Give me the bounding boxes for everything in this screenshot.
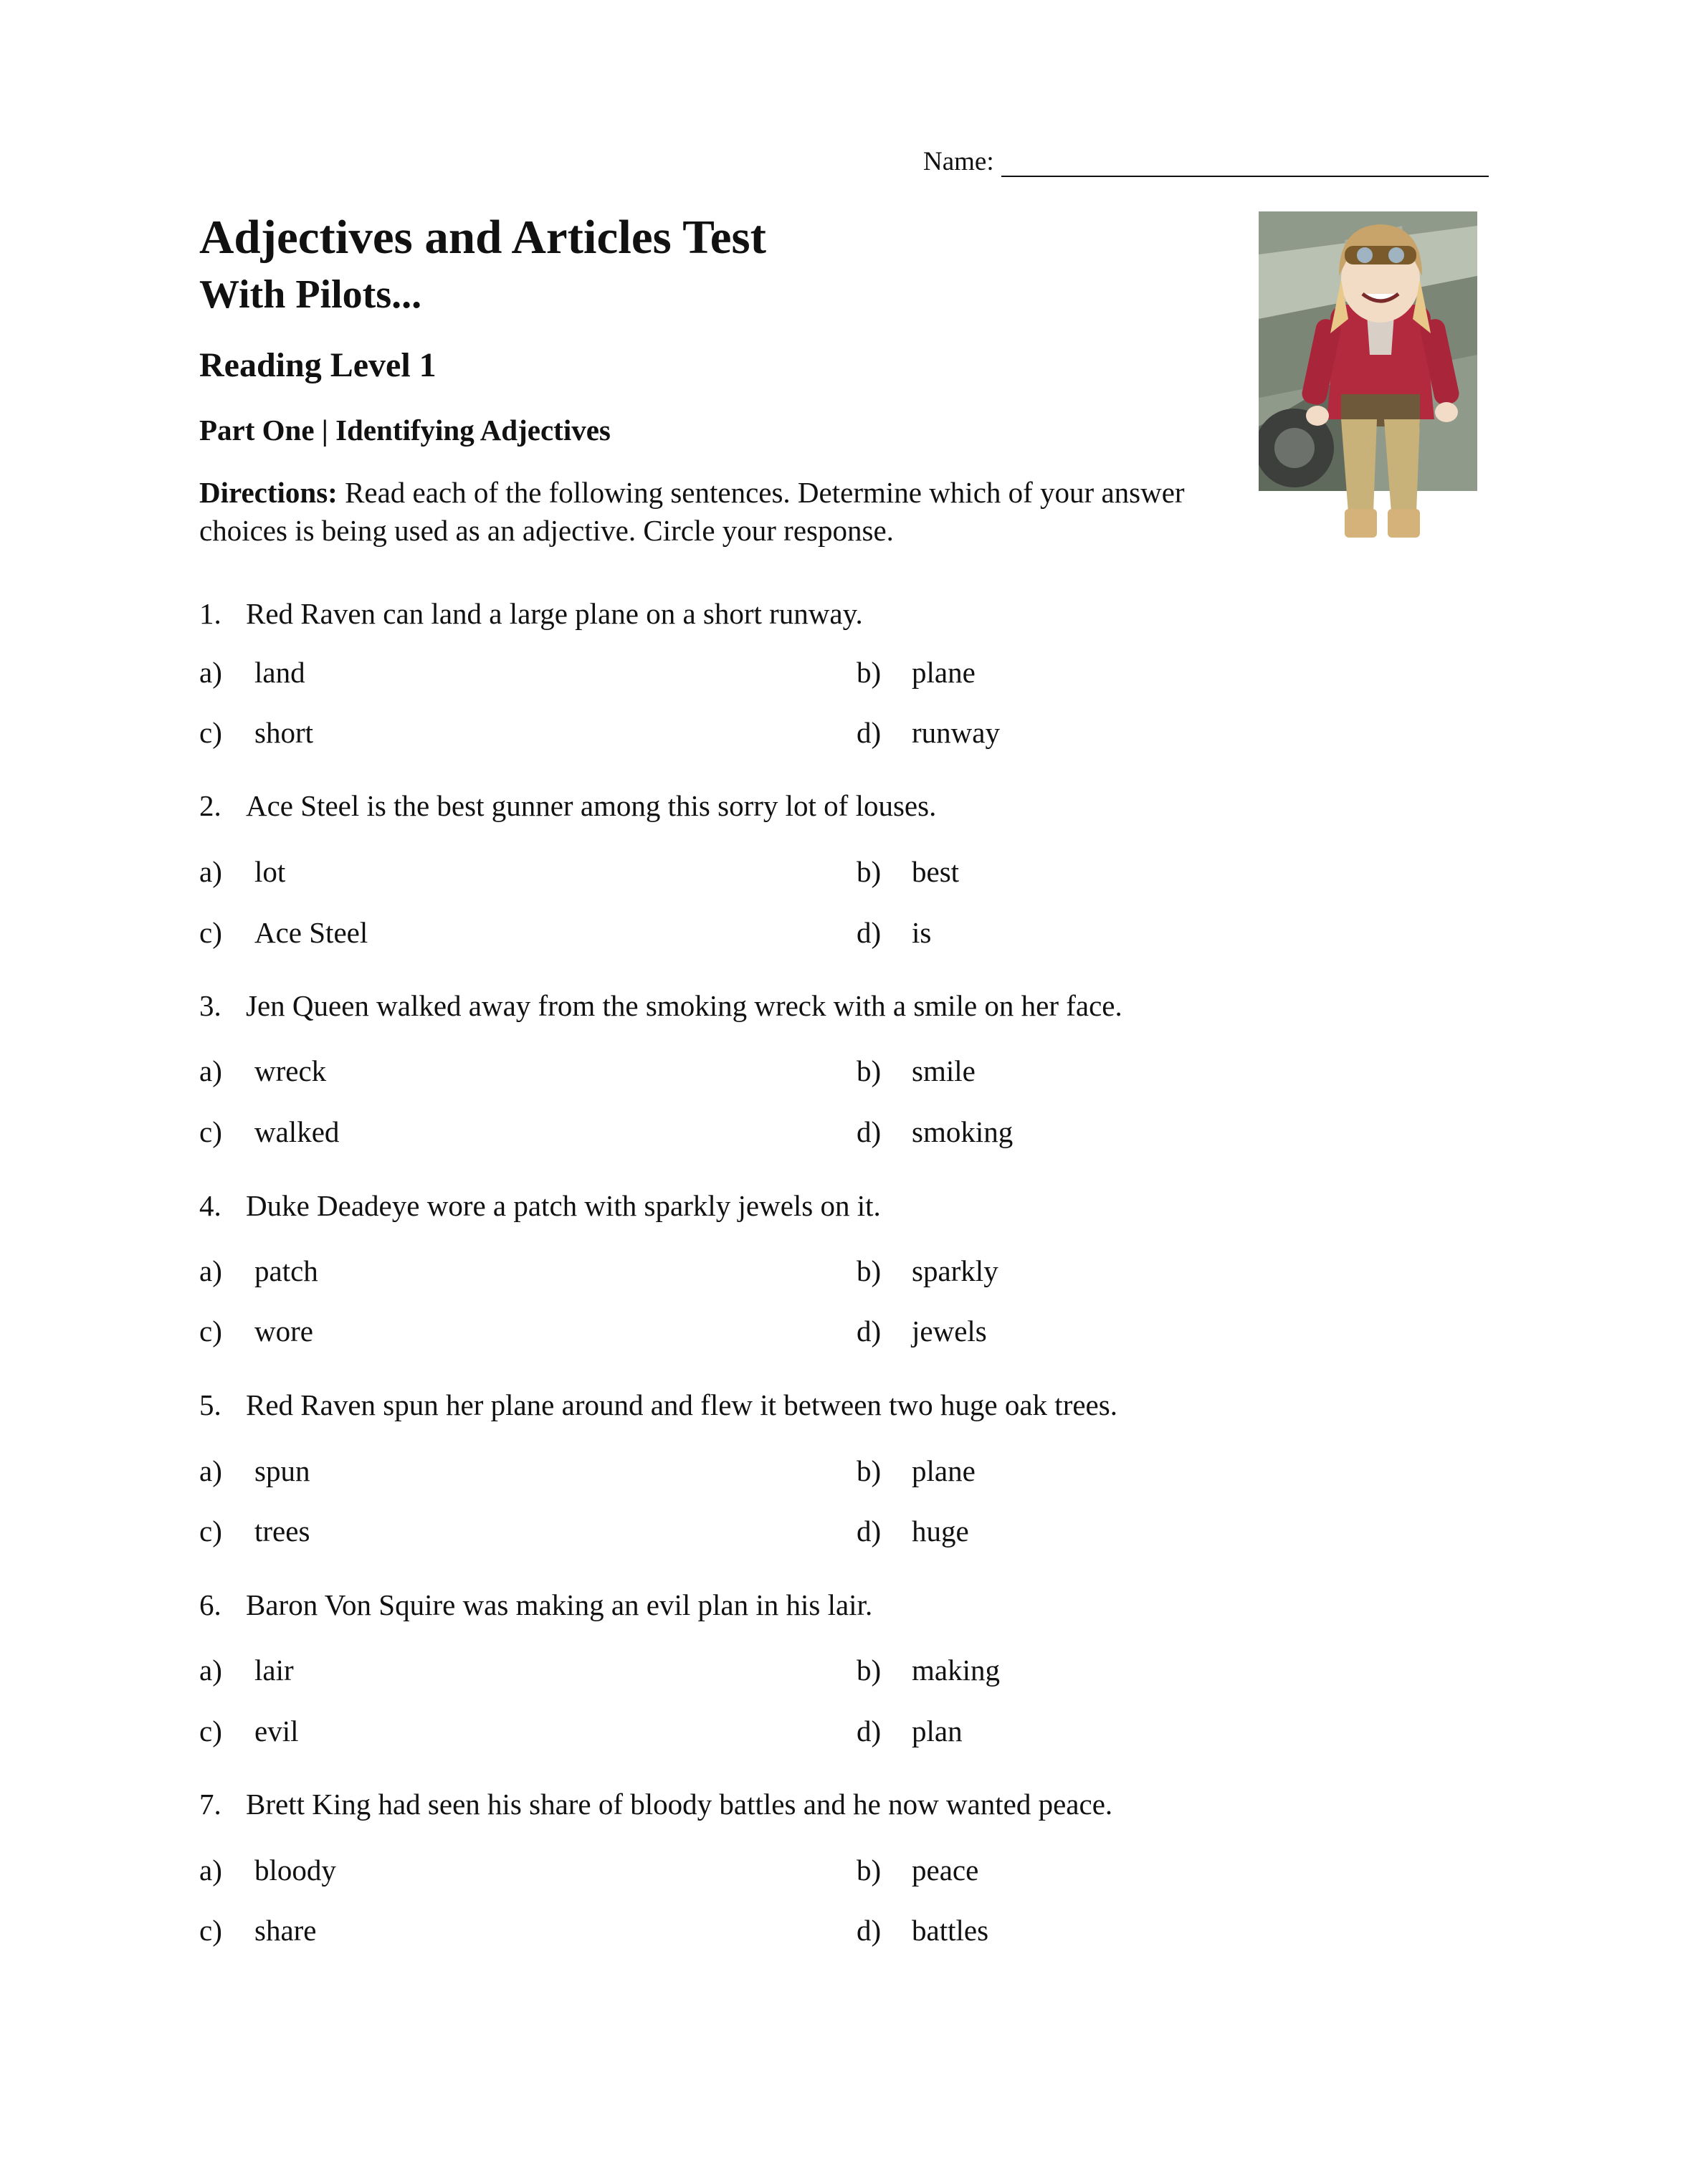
question-7-option-b[interactable]: [857, 1856, 978, 1885]
option-text: is: [912, 916, 932, 949]
option-text: Ace Steel: [254, 916, 368, 949]
question-4-option-d[interactable]: [857, 1317, 987, 1346]
question-1-option-b[interactable]: [857, 658, 976, 687]
option-letter: c): [199, 1715, 222, 1747]
option-text: runway: [912, 716, 1000, 749]
option-text: smile: [912, 1054, 976, 1087]
question-text: Red Raven can land a large plane on a short runway.: [246, 597, 863, 630]
question-text: Ace Steel is the best gunner among this sorry lot of louses.: [246, 789, 937, 822]
option-letter: b): [857, 1654, 882, 1687]
directions-lead: Directions:: [199, 476, 338, 509]
question-4-option-a[interactable]: [199, 1256, 318, 1286]
reading-level: Reading Level 1: [199, 346, 437, 384]
question-4-option-c[interactable]: [199, 1317, 313, 1346]
option-letter: a): [199, 1654, 222, 1687]
option-text: best: [912, 855, 960, 888]
question-6-option-c[interactable]: [199, 1717, 298, 1746]
option-text: patch: [254, 1254, 318, 1287]
option-text: plan: [912, 1715, 963, 1747]
option-text: land: [254, 656, 305, 689]
question-2: [199, 791, 936, 821]
question-3-option-c[interactable]: [199, 1117, 339, 1147]
question-number: 1.: [199, 597, 221, 630]
question-text: Duke Deadeye wore a patch with sparkly jewels on it.: [246, 1189, 881, 1222]
question-4-option-b[interactable]: [857, 1256, 998, 1286]
question-1-option-a[interactable]: [199, 658, 305, 687]
option-letter: c): [199, 1515, 222, 1548]
option-letter: d): [857, 1515, 882, 1548]
option-text: battles: [912, 1914, 989, 1947]
option-text: bloody: [254, 1854, 336, 1887]
question-number: 5.: [199, 1388, 221, 1421]
pilot-illustration: [1259, 211, 1510, 541]
question-4: [199, 1191, 881, 1221]
name-blank-line[interactable]: [1001, 151, 1489, 177]
option-text: lot: [254, 855, 286, 888]
option-text: short: [254, 716, 313, 749]
question-number: 2.: [199, 789, 221, 822]
option-letter: a): [199, 1454, 222, 1487]
question-6-option-a[interactable]: [199, 1656, 294, 1685]
option-letter: a): [199, 1054, 222, 1087]
option-text: walked: [254, 1115, 340, 1148]
question-1-option-d[interactable]: [857, 718, 1000, 748]
option-letter: a): [199, 1854, 222, 1887]
option-letter: d): [857, 916, 882, 949]
option-letter: a): [199, 656, 222, 689]
option-letter: d): [857, 1115, 882, 1148]
option-text: spun: [254, 1454, 310, 1487]
question-6: [199, 1588, 873, 1621]
question-1: [199, 599, 863, 629]
name-field[interactable]: [923, 146, 1489, 177]
option-text: wreck: [254, 1054, 327, 1087]
option-text: plane: [912, 656, 976, 689]
option-letter: a): [199, 855, 222, 888]
option-letter: a): [199, 1254, 222, 1287]
option-text: plane: [912, 1454, 976, 1487]
option-letter: c): [199, 1315, 222, 1348]
question-text: Red Raven spun her plane around and flew it between two huge oak trees.: [246, 1388, 1117, 1421]
question-7: [199, 1790, 1112, 1819]
option-letter: d): [857, 1315, 882, 1348]
question-1-option-c[interactable]: [199, 718, 313, 748]
question-5-option-c[interactable]: [199, 1517, 310, 1546]
question-2-option-d[interactable]: [857, 918, 931, 948]
option-text: huge: [912, 1515, 969, 1548]
page-title: Adjectives and Articles Test: [199, 211, 766, 264]
name-label: Name:: [923, 147, 994, 176]
question-text: Baron Von Squire was making an evil plan in his lair.: [246, 1588, 873, 1621]
question-number: 4.: [199, 1189, 221, 1222]
question-number: 6.: [199, 1588, 221, 1621]
option-letter: c): [199, 916, 222, 949]
option-letter: b): [857, 855, 882, 888]
question-text: Brett King had seen his share of bloody battles and he now wanted peace.: [246, 1788, 1113, 1821]
option-text: smoking: [912, 1115, 1014, 1148]
option-text: trees: [254, 1515, 310, 1548]
option-text: lair: [254, 1654, 294, 1687]
question-5-option-d[interactable]: [857, 1517, 969, 1546]
question-3: [199, 991, 1122, 1021]
option-text: peace: [912, 1854, 979, 1887]
option-letter: c): [199, 1914, 222, 1947]
question-5: [199, 1388, 1117, 1421]
question-number: 7.: [199, 1788, 221, 1821]
question-6-option-b[interactable]: [857, 1656, 1000, 1685]
question-7-option-c[interactable]: [199, 1916, 317, 1945]
question-7-option-d[interactable]: [857, 1916, 988, 1945]
option-text: making: [912, 1654, 1000, 1687]
question-5-option-a[interactable]: [199, 1456, 310, 1486]
option-letter: b): [857, 1454, 882, 1487]
option-letter: d): [857, 1914, 882, 1947]
part-heading: Part One | Identifying Adjectives: [199, 414, 611, 447]
option-text: wore: [254, 1315, 313, 1348]
option-letter: c): [199, 1115, 222, 1148]
option-letter: d): [857, 1715, 882, 1747]
question-5-option-b[interactable]: [857, 1456, 976, 1486]
option-letter: b): [857, 656, 882, 689]
option-letter: b): [857, 1054, 882, 1087]
question-2-option-b[interactable]: [857, 857, 959, 887]
question-3-option-a[interactable]: [199, 1054, 327, 1087]
option-letter: d): [857, 716, 882, 749]
option-text: jewels: [912, 1315, 987, 1348]
question-number: 3.: [199, 989, 221, 1022]
option-text: evil: [254, 1715, 299, 1747]
question-3-option-d[interactable]: [857, 1117, 1013, 1147]
question-7-option-a[interactable]: [199, 1856, 336, 1885]
option-letter: b): [857, 1254, 882, 1287]
option-text: sparkly: [912, 1254, 998, 1287]
directions: [199, 474, 1203, 550]
page-subtitle: With Pilots...: [199, 272, 422, 317]
question-6-option-d[interactable]: [857, 1717, 963, 1746]
option-letter: b): [857, 1854, 882, 1887]
option-letter: c): [199, 716, 222, 749]
option-text: share: [254, 1914, 317, 1947]
question-2-option-c[interactable]: [199, 918, 368, 948]
question-text: Jen Queen walked away from the smoking wreck with a smile on her face.: [246, 989, 1122, 1022]
directions-text: Read each of the following sentences. Determine which of your answer choices is being used as an adjective. Circle your response.: [199, 476, 1185, 547]
question-3-option-b[interactable]: [857, 1054, 976, 1087]
question-2-option-a[interactable]: [199, 857, 285, 887]
